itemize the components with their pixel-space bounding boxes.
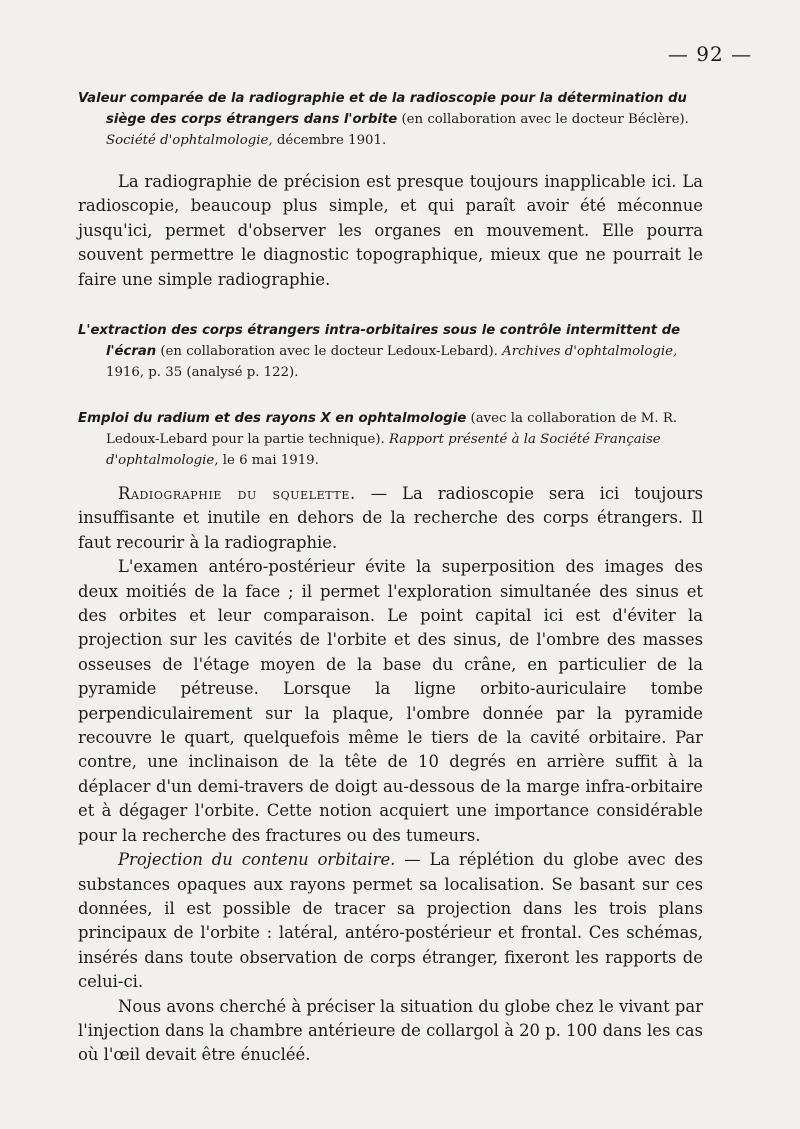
entry-title: Emploi du radium et des rayons X en ophtalmologie <box>78 411 467 426</box>
entry-date: 1916, p. 35 (analysé p. 122). <box>106 365 299 380</box>
paragraph-globe: Nous avons cherché à préciser la situation du globe chez le vivant par l'injection dans la chambre antérieure de collargol à 20 p. 100 dans les cas où l'œil devait être énucléé. <box>78 996 703 1065</box>
entry-venue: Société d'ophtalmologie, <box>106 133 273 148</box>
paragraph-projection: Projection du contenu orbitaire. — La réplétion du globe avec des substances opaques aux rayons permet sa localisation. Se basant sur ces données, il est possible de tracer sa projection dans les trois plans principaux de l'orbite : latéral, antéro-postérieur et frontal. Ces schémas, insérés dans toute observation de corps étranger, fixeront les rapports de celui-ci. <box>78 850 703 992</box>
section-heading: Projection du contenu orbitaire. <box>118 850 396 870</box>
entry-venue: Archives d'ophtalmologie, <box>497 344 678 359</box>
entry-title: L'extraction des corps étrangers intra-orbitaires sous le contrôle intermittent de l'écran <box>78 323 681 359</box>
entry-collab: (avec la collaboration de M. R. Ledoux-Lebard pour la partie technique). <box>106 411 678 447</box>
page-number: — 92 — <box>667 42 753 66</box>
section-squelette <box>78 482 703 1068</box>
paragraph-radiographie: La radiographie de précision est presque toujours inapplicable ici. La radioscopie, beaucoup plus simple, et qui paraît avoir été méconnue jusqu'ici, permet d'observer les organes en mouvement. Elle pourra souvent permettre le diagnostic topographique, mieux que ne pourrait le faire une simple radiographie. <box>78 172 703 289</box>
section-heading: Radiographie du squelette. <box>118 484 356 503</box>
entry-date: le 6 mai 1919. <box>218 453 319 468</box>
bibliography-entry-1 <box>78 88 700 151</box>
bibliography-entry-3 <box>78 408 700 471</box>
entry-title: Valeur comparée de la radiographie et de la radioscopie pour la détermination du siège des corps étrangers dans l'orbite <box>78 91 687 127</box>
entry-date: décembre 1901. <box>272 133 387 148</box>
paragraph-examen: L'examen antéro-postérieur évite la superposition des images des deux moitiés de la face ; il permet l'exploration simultanée des sinus et des orbites et leur comparaison. Le point capital ici est d'éviter la projection sur les cavités de l'orbite et des sinus, de l'ombre des masses osseuses de l'étage moyen de la base du crâne, en particulier de la pyramide pétreuse. Lorsque la ligne orbito-auriculaire tombe perpendiculairement sur la plaque, l'ombre donnée par la pyramide recouvre le quart, quelquefois même le tiers de la cavité orbitaire. Par contre, une inclinaison de la tête de 10 degrés en arrière suffit à la déplacer d'un demi-travers de doigt au-dessous de la marge infra-orbitaire et à dégager l'orbite. Cette notion acquiert une importance considérable pour la recherche des fractures ou des tumeurs. <box>78 557 703 845</box>
entry-collab: (en collaboration avec le docteur Béclère). <box>397 112 689 127</box>
bibliography-entry-2 <box>78 320 700 383</box>
entry-venue: Rapport présenté à la Société Française d'ophtalmologie, <box>106 432 661 468</box>
paragraph-squelette: Radiographie du squelette. — La radioscopie sera ici toujours insuffisante et inutile en dehors de la recherche des corps étrangers. Il faut recourir à la radiographie. <box>78 484 703 552</box>
entry-collab: (en collaboration avec le docteur Ledoux-Lebard). <box>156 344 498 359</box>
